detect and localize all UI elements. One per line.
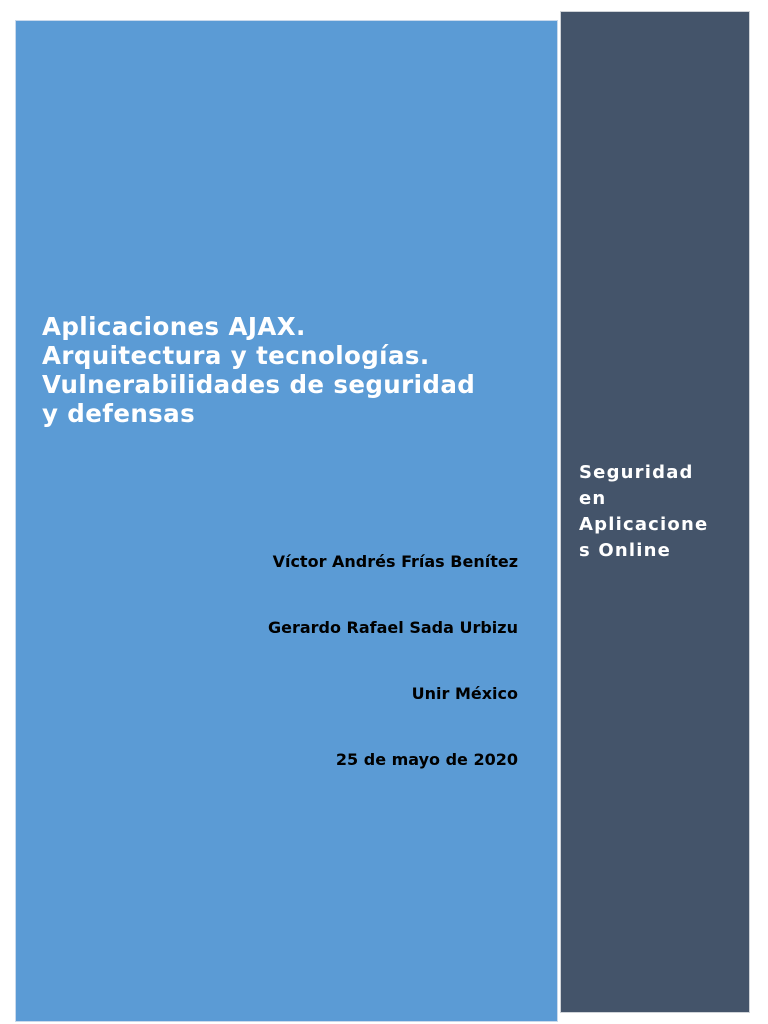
- author-name: Víctor Andrés Frías Benítez: [272, 552, 518, 571]
- document-date: 25 de mayo de 2020: [335, 750, 518, 769]
- document-title-line: Arquitectura y tecnologías.: [42, 341, 430, 370]
- subject-title-line: Seguridad: [579, 462, 694, 483]
- author-name: Gerardo Rafael Sada Urbizu: [267, 618, 518, 637]
- document-title: [42, 312, 542, 428]
- subject-title-line: en: [579, 488, 607, 509]
- institution-name: Unir México: [411, 684, 518, 703]
- document-title-line: Aplicaciones AJAX.: [42, 312, 306, 341]
- subject-title-line: s Online: [579, 540, 672, 561]
- document-title-line: y defensas: [42, 399, 196, 428]
- subject-title-line: Aplicacione: [579, 514, 709, 535]
- subject-title: [579, 460, 739, 564]
- document-title-line: Vulnerabilidades de seguridad: [42, 370, 476, 399]
- cover-main-panel: [15, 20, 558, 1022]
